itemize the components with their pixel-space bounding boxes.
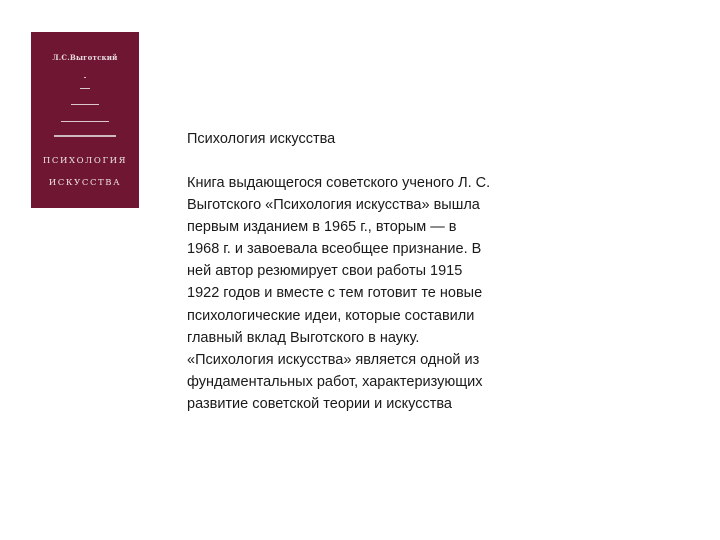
- cover-title-line-1: ПСИХОЛОГИЯ: [42, 156, 128, 166]
- paragraph-line: фундаментальных работ, характеризующих: [187, 373, 483, 390]
- paragraph-line: ней автор резюмирует свои работы 1915: [187, 263, 463, 280]
- cover-ornament-rule: [31, 135, 139, 137]
- cover-ornament-line: [31, 88, 139, 89]
- page-title: Психология искусства: [187, 131, 336, 147]
- book-cover-image: [31, 32, 139, 208]
- cover-ornament-dot: [31, 77, 139, 78]
- paragraph-line: психологические идеи, которые составили: [187, 307, 475, 324]
- paragraph-line: развитие советской теории и искусства: [187, 395, 452, 412]
- cover-ornament-line: [31, 121, 139, 122]
- paragraph-line: Книга выдающегося советского ученого Л. С.: [187, 175, 491, 191]
- description-paragraph: [187, 172, 547, 415]
- paragraph-line: 1922 годов и вместе с тем готовит те новые: [187, 285, 483, 302]
- paragraph-line: главный вклад Выготского в науку.: [187, 329, 420, 346]
- paragraph-line: первым изданием в 1965 г., вторым — в: [187, 219, 457, 236]
- cover-title-line-2: ИСКУССТВА: [48, 178, 122, 188]
- cover-author: Л.С.Выготский: [52, 53, 118, 62]
- cover-ornament-line: [31, 104, 139, 105]
- paragraph-line: «Психология искусства» является одной из: [187, 351, 480, 368]
- paragraph-line: Выготского «Психология искусства» вышла: [187, 197, 480, 214]
- paragraph-line: 1968 г. и завоевала всеобщее признание. В: [187, 241, 482, 258]
